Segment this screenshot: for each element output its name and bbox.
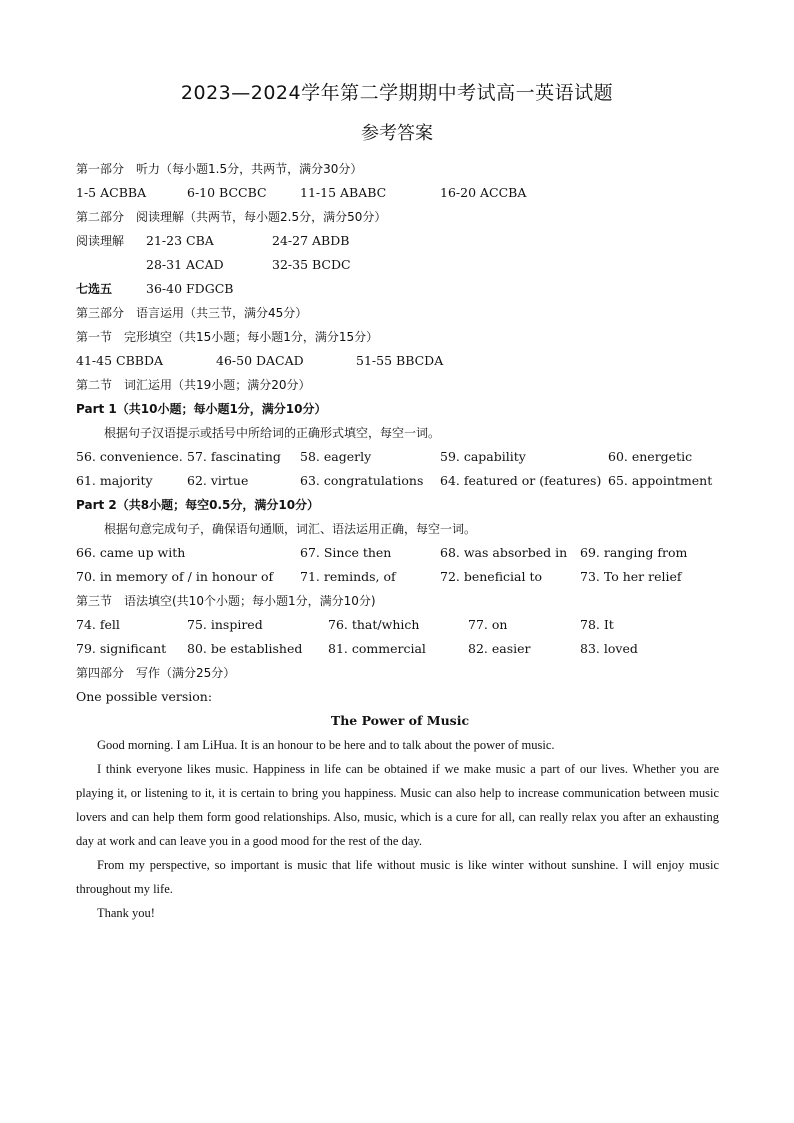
- part3-heading: 第三部分 语言运用（共三节，满分45分）: [76, 306, 308, 320]
- answer-item: 74. fell: [76, 617, 120, 632]
- answer-group: 51-55 BBCDA: [356, 353, 444, 368]
- grammar-row-1: [76, 613, 724, 637]
- part-a-heading: Part 1（共10小题；每小题1分，满分10分）: [76, 402, 327, 416]
- answer-item: 60. energetic: [608, 449, 693, 464]
- essay-intro: One possible version:: [76, 689, 213, 704]
- answer-group: 36-40 FDGCB: [146, 281, 234, 296]
- answer-item: 73. To her relief: [580, 569, 682, 584]
- answer-item: 75. inspired: [187, 617, 263, 632]
- part1-answers: [76, 181, 724, 205]
- answer-item: 79. significant: [76, 641, 167, 656]
- answer-group: 21-23 CBA: [146, 233, 214, 248]
- part4-heading: 第四部分 写作（满分25分）: [76, 666, 236, 680]
- answer-item: 76. that/which: [328, 617, 420, 632]
- answer-item: 61. majority: [76, 473, 153, 488]
- reading-row-2: [76, 253, 724, 277]
- answer-item: 72. beneficial to: [440, 569, 543, 584]
- essay-title: The Power of Music: [330, 713, 470, 728]
- essay-paragraph: From my perspective, so important is music that life without music is like winter without sunshine. I will enjoy music throughout my life.: [76, 858, 719, 896]
- part1-heading: 第一部分 听力（每小题1.5分，共两节，满分30分）: [76, 162, 363, 176]
- seven-label: 七选五: [76, 282, 113, 296]
- answer-item: 62. virtue: [187, 473, 249, 488]
- section3-heading: 第三节 语法填空(共10个小题；每小题1分，满分10分): [76, 594, 376, 608]
- answer-item: 69. ranging from: [580, 545, 688, 560]
- answer-group: 41-45 CBBDA: [76, 353, 163, 368]
- reading-row-1: [76, 229, 724, 253]
- seven-choose-five-row: [76, 277, 724, 301]
- answer-group: 11-15 ABABC: [300, 185, 387, 200]
- part-b-row-1: [76, 541, 724, 565]
- reading-label: 阅读理解: [76, 234, 125, 248]
- answer-item: 68. was absorbed in: [440, 545, 568, 560]
- answer-item: 83. loved: [580, 641, 638, 656]
- answer-item: 59. capability: [440, 449, 526, 464]
- answer-item: 63. congratulations: [300, 473, 424, 488]
- answer-group: 6-10 BCCBC: [187, 185, 267, 200]
- answer-key-content: [76, 157, 724, 925]
- answer-item: 77. on: [468, 617, 508, 632]
- answer-item: 70. in memory of / in honour of: [76, 569, 274, 584]
- page-subtitle: 参考答案: [361, 123, 433, 144]
- essay-paragraph: I think everyone likes music. Happiness in life can be obtained if we make music a part of our lives. Whether you are playing it, or listening to it, it is certain to bring you happiness. Music can also help to increase communication between music lovers and can help them form good relationships. Also, music, which is a cure for all, can really relax you after an exhausting day at work and can leave you in a good mood for the rest of the day.: [76, 762, 719, 848]
- answer-item: 57. fascinating: [187, 449, 281, 464]
- part-a-row-2: [76, 469, 724, 493]
- answer-item: 58. eagerly: [300, 449, 372, 464]
- section1-heading: 第一节 完形填空（共15小题；每小题1分，满分15分）: [76, 330, 379, 344]
- answer-group: 32-35 BCDC: [272, 257, 351, 272]
- essay-paragraph: Good morning. I am LiHua. It is an honour to be here and to talk about the power of music.: [97, 738, 555, 752]
- answer-item: 67. Since then: [300, 545, 392, 560]
- answer-group: 24-27 ABDB: [272, 233, 350, 248]
- answer-group: 1-5 ACBBA: [76, 185, 147, 200]
- part-b-row-2: [76, 565, 724, 589]
- answer-group: 28-31 ACAD: [146, 257, 224, 272]
- part-a-row-1: [76, 445, 724, 469]
- part2-heading: 第二部分 阅读理解（共两节，每小题2.5分，满分50分）: [76, 210, 387, 224]
- part-b-instruction: 根据句意完成句子，确保语句通顺，词汇、语法运用正确，每空一词。: [104, 522, 477, 536]
- answer-group: 16-20 ACCBA: [440, 185, 527, 200]
- answer-item: 66. came up with: [76, 545, 186, 560]
- section2-heading: 第二节 词汇运用（共19小题；满分20分）: [76, 378, 311, 392]
- answer-item: 82. easier: [468, 641, 531, 656]
- grammar-row-2: [76, 637, 724, 661]
- part-a-instruction: 根据句子汉语提示或括号中所给词的正确形式填空，每空一词。: [104, 426, 441, 440]
- answer-item: 56. convenience.: [76, 449, 183, 464]
- answer-item: 81. commercial: [328, 641, 426, 656]
- essay-paragraph: Thank you!: [97, 906, 155, 920]
- answer-group: 46-50 DACAD: [216, 353, 304, 368]
- answer-item: 78. It: [580, 617, 614, 632]
- page-title: 2023—2024学年第二学期期中考试高一英语试题: [180, 82, 614, 104]
- cloze-answers: [76, 349, 724, 373]
- answer-item: 65. appointment: [608, 473, 713, 488]
- essay-title-row: [76, 709, 724, 733]
- answer-item: 80. be established: [187, 641, 303, 656]
- answer-item: 64. featured or (features): [440, 473, 602, 488]
- part-b-heading: Part 2（共8小题；每空0.5分，满分10分）: [76, 498, 320, 512]
- answer-item: 71. reminds, of: [300, 569, 396, 584]
